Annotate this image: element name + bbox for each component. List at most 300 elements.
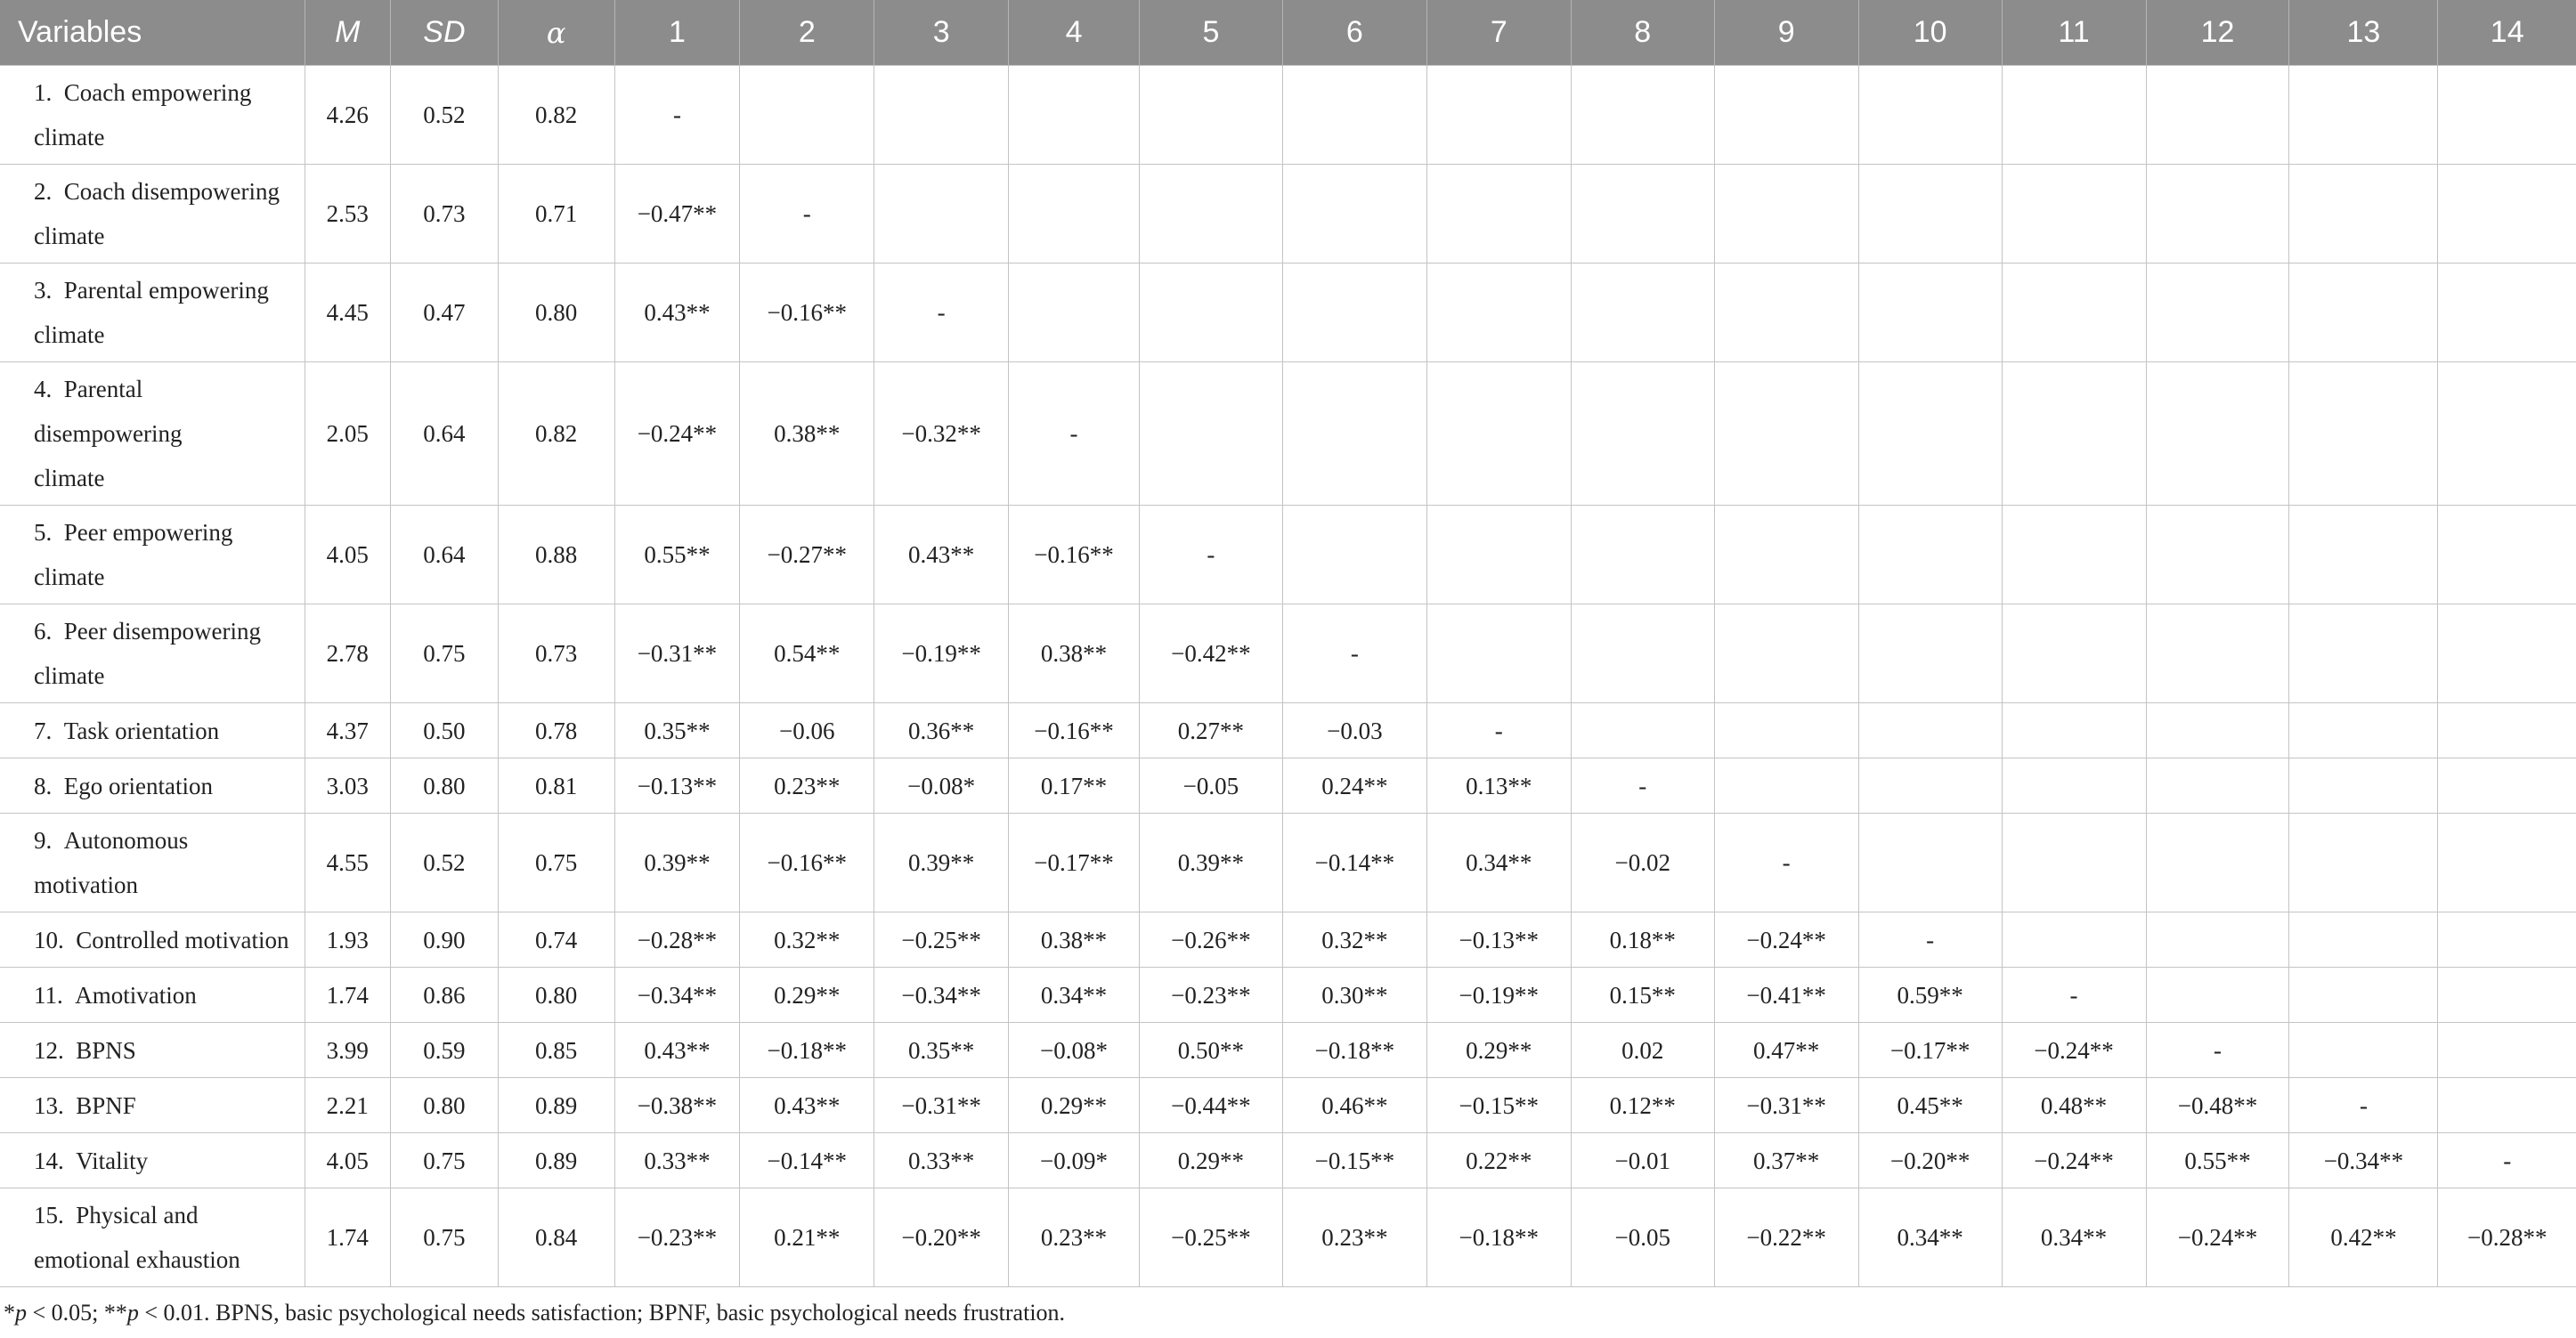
- header-col-3: 3: [874, 0, 1009, 66]
- correlation-cell: 0.12**: [1571, 1078, 1714, 1133]
- correlation-cell: −0.34**: [614, 968, 740, 1023]
- table-row: [0, 264, 2576, 362]
- correlation-cell: [2438, 968, 2576, 1023]
- table-row: [0, 703, 2576, 758]
- correlation-cell: 0.55**: [2146, 1133, 2289, 1188]
- sd-cell: 0.80: [391, 1078, 499, 1133]
- correlation-cell: −0.48**: [2146, 1078, 2289, 1133]
- mean-cell: 3.03: [305, 758, 391, 814]
- correlation-cell: −0.18**: [1426, 1188, 1571, 1287]
- correlation-cell: −0.19**: [1426, 968, 1571, 1023]
- table-row: [0, 506, 2576, 604]
- correlation-cell: −0.32**: [874, 362, 1009, 506]
- correlation-cell: [1282, 66, 1426, 165]
- correlation-cell: 0.33**: [614, 1133, 740, 1188]
- correlation-cell: 0.55**: [614, 506, 740, 604]
- footnote-text-part1: < 0.05; **: [27, 1300, 127, 1326]
- correlation-cell: 0.29**: [740, 968, 874, 1023]
- correlation-cell: −0.19**: [874, 604, 1009, 703]
- mean-cell: 1.74: [305, 968, 391, 1023]
- correlation-cell: 0.42**: [2289, 1188, 2438, 1287]
- correlation-cell: [2438, 604, 2576, 703]
- correlation-cell: -: [2438, 1133, 2576, 1188]
- sd-cell: 0.73: [391, 165, 499, 264]
- correlation-cell: −0.15**: [1426, 1078, 1571, 1133]
- correlation-cell: [2438, 814, 2576, 912]
- correlation-cell: 0.38**: [1009, 912, 1140, 968]
- alpha-cell: 0.89: [498, 1133, 614, 1188]
- correlation-cell: 0.30**: [1282, 968, 1426, 1023]
- sd-cell: 0.59: [391, 1023, 499, 1078]
- correlation-cell: [1139, 165, 1282, 264]
- correlation-cell: [2438, 362, 2576, 506]
- correlation-cell: -: [614, 66, 740, 165]
- alpha-cell: 0.84: [498, 1188, 614, 1287]
- correlation-cell: −0.31**: [614, 604, 740, 703]
- header-col-4: 4: [1009, 0, 1140, 66]
- correlation-cell: [1858, 66, 2002, 165]
- correlation-cell: −0.09*: [1009, 1133, 1140, 1188]
- correlation-cell: [2146, 703, 2289, 758]
- correlation-cell: 0.43**: [740, 1078, 874, 1133]
- correlation-cell: 0.48**: [2002, 1078, 2146, 1133]
- correlation-cell: -: [1009, 362, 1140, 506]
- correlation-cell: [1571, 66, 1714, 165]
- correlation-cell: −0.24**: [614, 362, 740, 506]
- sd-cell: 0.75: [391, 1133, 499, 1188]
- variable-label: 7. Task orientation: [0, 703, 305, 758]
- alpha-cell: 0.71: [498, 165, 614, 264]
- correlation-cell: [1858, 703, 2002, 758]
- correlation-cell: [2146, 66, 2289, 165]
- correlation-cell: 0.18**: [1571, 912, 1714, 968]
- header-col-14: 14: [2438, 0, 2576, 66]
- correlation-cell: −0.16**: [1009, 506, 1140, 604]
- sd-cell: 0.47: [391, 264, 499, 362]
- correlation-cell: [2002, 362, 2146, 506]
- correlation-cell: 0.33**: [874, 1133, 1009, 1188]
- correlation-cell: [2438, 912, 2576, 968]
- correlation-cell: [2146, 758, 2289, 814]
- correlation-cell: [2289, 264, 2438, 362]
- correlation-cell: −0.20**: [874, 1188, 1009, 1287]
- correlation-cell: -: [2289, 1078, 2438, 1133]
- correlation-cell: [1714, 362, 1858, 506]
- correlation-cell: [1714, 703, 1858, 758]
- correlation-cell: [1282, 264, 1426, 362]
- header-col-13: 13: [2289, 0, 2438, 66]
- correlation-cell: [2002, 912, 2146, 968]
- header-col-5: 5: [1139, 0, 1282, 66]
- mean-cell: 4.45: [305, 264, 391, 362]
- mean-cell: 4.55: [305, 814, 391, 912]
- correlation-cell: [2289, 604, 2438, 703]
- correlation-cell: 0.35**: [614, 703, 740, 758]
- correlation-cell: [1282, 506, 1426, 604]
- footnote-star: *: [4, 1300, 15, 1326]
- table-row: [0, 1023, 2576, 1078]
- header-mean: M: [305, 0, 391, 66]
- alpha-cell: 0.82: [498, 66, 614, 165]
- table-row: [0, 165, 2576, 264]
- correlation-cell: [2146, 968, 2289, 1023]
- correlation-cell: [2146, 506, 2289, 604]
- correlation-cell: −0.08*: [874, 758, 1009, 814]
- correlation-cell: [2289, 506, 2438, 604]
- correlation-cell: [2438, 66, 2576, 165]
- correlation-cell: 0.34**: [1426, 814, 1571, 912]
- correlation-cell: [2146, 362, 2289, 506]
- correlation-cell: [740, 66, 874, 165]
- correlation-cell: −0.17**: [1858, 1023, 2002, 1078]
- mean-cell: 4.37: [305, 703, 391, 758]
- variable-label: 8. Ego orientation: [0, 758, 305, 814]
- correlation-cell: [1714, 604, 1858, 703]
- correlation-cell: −0.23**: [614, 1188, 740, 1287]
- correlation-cell: [2146, 264, 2289, 362]
- correlation-cell: −0.31**: [874, 1078, 1009, 1133]
- correlation-cell: −0.18**: [1282, 1023, 1426, 1078]
- correlation-cell: [2002, 703, 2146, 758]
- correlation-cell: [2289, 758, 2438, 814]
- correlation-cell: 0.39**: [614, 814, 740, 912]
- sd-cell: 0.75: [391, 1188, 499, 1287]
- correlation-cell: 0.17**: [1009, 758, 1140, 814]
- correlation-cell: [2002, 264, 2146, 362]
- correlation-cell: [1426, 165, 1571, 264]
- correlation-cell: −0.15**: [1282, 1133, 1426, 1188]
- mean-cell: 3.99: [305, 1023, 391, 1078]
- sd-cell: 0.64: [391, 506, 499, 604]
- sd-cell: 0.64: [391, 362, 499, 506]
- correlation-cell: −0.05: [1571, 1188, 1714, 1287]
- correlation-cell: −0.24**: [2002, 1133, 2146, 1188]
- sd-cell: 0.52: [391, 814, 499, 912]
- header-col-12: 12: [2146, 0, 2289, 66]
- correlation-cell: [1139, 66, 1282, 165]
- correlation-cell: −0.18**: [740, 1023, 874, 1078]
- correlation-cell: −0.06: [740, 703, 874, 758]
- header-sd: SD: [391, 0, 499, 66]
- correlation-cell: [1009, 264, 1140, 362]
- correlation-cell: 0.13**: [1426, 758, 1571, 814]
- variable-label: 6. Peer disempowering climate: [0, 604, 305, 703]
- alpha-cell: 0.73: [498, 604, 614, 703]
- correlation-cell: −0.38**: [614, 1078, 740, 1133]
- correlation-cell: 0.29**: [1139, 1133, 1282, 1188]
- table-row: [0, 814, 2576, 912]
- correlation-cell: 0.38**: [740, 362, 874, 506]
- correlation-cell: [2289, 814, 2438, 912]
- variable-label: 12. BPNS: [0, 1023, 305, 1078]
- correlation-cell: 0.34**: [1009, 968, 1140, 1023]
- sd-cell: 0.52: [391, 66, 499, 165]
- correlation-cell: −0.23**: [1139, 968, 1282, 1023]
- correlation-cell: 0.02: [1571, 1023, 1714, 1078]
- correlation-cell: −0.28**: [614, 912, 740, 968]
- correlation-cell: [1858, 506, 2002, 604]
- correlation-cell: 0.21**: [740, 1188, 874, 1287]
- correlation-cell: −0.13**: [1426, 912, 1571, 968]
- correlation-cell: 0.59**: [1858, 968, 2002, 1023]
- variable-label: 5. Peer empowering climate: [0, 506, 305, 604]
- correlation-cell: −0.25**: [1139, 1188, 1282, 1287]
- correlation-cell: -: [1139, 506, 1282, 604]
- correlation-cell: 0.34**: [1858, 1188, 2002, 1287]
- correlation-cell: [2002, 165, 2146, 264]
- correlation-cell: -: [740, 165, 874, 264]
- header-col-8: 8: [1571, 0, 1714, 66]
- correlation-cell: −0.22**: [1714, 1188, 1858, 1287]
- variable-label: 1. Coach empowering climate: [0, 66, 305, 165]
- mean-cell: 1.93: [305, 912, 391, 968]
- correlation-cell: [2002, 506, 2146, 604]
- footnote-p-symbol: p: [126, 1300, 139, 1326]
- correlation-cell: −0.44**: [1139, 1078, 1282, 1133]
- table-row: [0, 604, 2576, 703]
- correlation-cell: [1571, 506, 1714, 604]
- table-body: [0, 66, 2576, 1287]
- correlation-cell: 0.15**: [1571, 968, 1714, 1023]
- correlation-cell: 0.23**: [1282, 1188, 1426, 1287]
- mean-cell: 4.05: [305, 506, 391, 604]
- correlation-cell: [1282, 362, 1426, 506]
- correlation-cell: -: [874, 264, 1009, 362]
- correlation-cell: [1009, 165, 1140, 264]
- correlation-cell: -: [2146, 1023, 2289, 1078]
- correlation-cell: −0.31**: [1714, 1078, 1858, 1133]
- correlation-cell: [1282, 165, 1426, 264]
- correlation-cell: [1426, 66, 1571, 165]
- correlation-cell: 0.54**: [740, 604, 874, 703]
- correlation-cell: −0.16**: [1009, 703, 1140, 758]
- variable-label: 10. Controlled motivation: [0, 912, 305, 968]
- alpha-cell: 0.78: [498, 703, 614, 758]
- correlation-cell: −0.34**: [2289, 1133, 2438, 1188]
- sd-cell: 0.86: [391, 968, 499, 1023]
- header-col-6: 6: [1282, 0, 1426, 66]
- correlation-cell: −0.05: [1139, 758, 1282, 814]
- correlation-cell: [2289, 968, 2438, 1023]
- correlation-cell: −0.24**: [2146, 1188, 2289, 1287]
- correlation-cell: −0.34**: [874, 968, 1009, 1023]
- correlation-cell: −0.24**: [1714, 912, 1858, 968]
- correlation-cell: [1571, 604, 1714, 703]
- correlation-cell: [1714, 758, 1858, 814]
- mean-cell: 2.05: [305, 362, 391, 506]
- correlation-cell: [2146, 814, 2289, 912]
- correlation-cell: -: [1858, 912, 2002, 968]
- alpha-cell: 0.89: [498, 1078, 614, 1133]
- sd-cell: 0.90: [391, 912, 499, 968]
- correlation-cell: 0.22**: [1426, 1133, 1571, 1188]
- header-col-1: 1: [614, 0, 740, 66]
- correlation-cell: 0.29**: [1426, 1023, 1571, 1078]
- alpha-cell: 0.80: [498, 264, 614, 362]
- correlation-cell: 0.43**: [874, 506, 1009, 604]
- correlation-cell: 0.43**: [614, 1023, 740, 1078]
- correlation-cell: −0.24**: [2002, 1023, 2146, 1078]
- header-col-10: 10: [1858, 0, 2002, 66]
- sd-cell: 0.50: [391, 703, 499, 758]
- correlation-cell: [1426, 506, 1571, 604]
- table-row: [0, 968, 2576, 1023]
- mean-cell: 2.21: [305, 1078, 391, 1133]
- correlation-cell: 0.43**: [614, 264, 740, 362]
- correlation-cell: [2289, 66, 2438, 165]
- correlation-cell: −0.14**: [740, 1133, 874, 1188]
- header-variables: Variables: [0, 0, 305, 66]
- correlation-cell: [1714, 264, 1858, 362]
- correlation-cell: −0.20**: [1858, 1133, 2002, 1188]
- correlation-cell: [2438, 1078, 2576, 1133]
- correlation-cell: 0.32**: [1282, 912, 1426, 968]
- table-row: [0, 362, 2576, 506]
- correlation-cell: [2438, 165, 2576, 264]
- correlation-cell: [874, 66, 1009, 165]
- correlation-cell: [1858, 264, 2002, 362]
- correlation-cell: [1714, 506, 1858, 604]
- mean-cell: 4.26: [305, 66, 391, 165]
- correlation-cell: -: [1426, 703, 1571, 758]
- mean-cell: 2.53: [305, 165, 391, 264]
- correlation-cell: -: [1714, 814, 1858, 912]
- alpha-cell: 0.85: [498, 1023, 614, 1078]
- correlation-cell: [2438, 506, 2576, 604]
- correlation-cell: −0.17**: [1009, 814, 1140, 912]
- correlation-cell: [1571, 703, 1714, 758]
- correlation-cell: [1571, 362, 1714, 506]
- correlation-cell: [2002, 814, 2146, 912]
- sd-cell: 0.75: [391, 604, 499, 703]
- alpha-cell: 0.80: [498, 968, 614, 1023]
- correlation-cell: [2289, 362, 2438, 506]
- variable-label: 13. BPNF: [0, 1078, 305, 1133]
- correlation-cell: 0.23**: [740, 758, 874, 814]
- correlation-cell: −0.01: [1571, 1133, 1714, 1188]
- correlation-cell: −0.28**: [2438, 1188, 2576, 1287]
- correlation-cell: 0.36**: [874, 703, 1009, 758]
- correlation-cell: 0.34**: [2002, 1188, 2146, 1287]
- header-col-11: 11: [2002, 0, 2146, 66]
- correlation-cell: 0.32**: [740, 912, 874, 968]
- alpha-cell: 0.74: [498, 912, 614, 968]
- correlation-cell: [2289, 703, 2438, 758]
- correlation-cell: 0.45**: [1858, 1078, 2002, 1133]
- correlation-cell: [1426, 264, 1571, 362]
- correlation-cell: [1858, 758, 2002, 814]
- correlation-cell: -: [1282, 604, 1426, 703]
- variable-label: 11. Amotivation: [0, 968, 305, 1023]
- correlation-cell: 0.46**: [1282, 1078, 1426, 1133]
- correlation-cell: −0.42**: [1139, 604, 1282, 703]
- variable-label: 4. Parental disempowering climate: [0, 362, 305, 506]
- correlation-cell: 0.35**: [874, 1023, 1009, 1078]
- table-row: [0, 1188, 2576, 1287]
- correlation-cell: [874, 165, 1009, 264]
- variable-label: 14. Vitality: [0, 1133, 305, 1188]
- correlation-cell: −0.14**: [1282, 814, 1426, 912]
- header-row: [0, 0, 2576, 66]
- correlation-cell: 0.50**: [1139, 1023, 1282, 1078]
- correlation-cell: [2289, 912, 2438, 968]
- correlation-cell: [2438, 758, 2576, 814]
- variable-label: 3. Parental empowering climate: [0, 264, 305, 362]
- correlation-cell: [1009, 66, 1140, 165]
- table-row: [0, 1133, 2576, 1188]
- variable-label: 9. Autonomous motivation: [0, 814, 305, 912]
- table-row: [0, 912, 2576, 968]
- correlation-cell: 0.37**: [1714, 1133, 1858, 1188]
- footnote-p-symbol: p: [15, 1300, 27, 1326]
- correlation-cell: [2289, 1023, 2438, 1078]
- correlation-cell: −0.13**: [614, 758, 740, 814]
- table-row: [0, 66, 2576, 165]
- correlation-cell: [1426, 362, 1571, 506]
- sd-cell: 0.80: [391, 758, 499, 814]
- header-col-2: 2: [740, 0, 874, 66]
- correlation-cell: −0.16**: [740, 264, 874, 362]
- correlation-cell: 0.39**: [1139, 814, 1282, 912]
- correlation-cell: [1139, 264, 1282, 362]
- correlation-cell: −0.47**: [614, 165, 740, 264]
- correlation-cell: 0.27**: [1139, 703, 1282, 758]
- correlation-cell: −0.03: [1282, 703, 1426, 758]
- table-header: [0, 0, 2576, 66]
- correlation-cell: [1426, 604, 1571, 703]
- correlation-cell: −0.08*: [1009, 1023, 1140, 1078]
- correlation-cell: −0.27**: [740, 506, 874, 604]
- correlation-cell: [1858, 165, 2002, 264]
- correlation-cell: −0.41**: [1714, 968, 1858, 1023]
- alpha-cell: 0.75: [498, 814, 614, 912]
- variable-label: 15. Physical and emotional exhaustion: [0, 1188, 305, 1287]
- table-row: [0, 1078, 2576, 1133]
- header-col-7: 7: [1426, 0, 1571, 66]
- alpha-cell: 0.81: [498, 758, 614, 814]
- correlation-cell: [2002, 758, 2146, 814]
- alpha-cell: 0.88: [498, 506, 614, 604]
- footnote-text-part2: < 0.01. BPNS, basic psychological needs satisfaction; BPNF, basic psychological needs frustration.: [138, 1300, 1066, 1326]
- header-alpha: α: [498, 0, 614, 66]
- mean-cell: 1.74: [305, 1188, 391, 1287]
- correlation-cell: [2002, 66, 2146, 165]
- correlation-cell: [1858, 362, 2002, 506]
- correlation-cell: [1139, 362, 1282, 506]
- header-col-9: 9: [1714, 0, 1858, 66]
- mean-cell: 4.05: [305, 1133, 391, 1188]
- correlation-cell: −0.25**: [874, 912, 1009, 968]
- correlation-cell: −0.02: [1571, 814, 1714, 912]
- correlation-cell: 0.23**: [1009, 1188, 1140, 1287]
- correlation-cell: 0.29**: [1009, 1078, 1140, 1133]
- correlation-cell: [2146, 165, 2289, 264]
- correlation-cell: [1571, 264, 1714, 362]
- correlation-cell: [1714, 165, 1858, 264]
- variable-label: 2. Coach disempowering climate: [0, 165, 305, 264]
- correlation-cell: [1571, 165, 1714, 264]
- correlation-cell: [1858, 814, 2002, 912]
- alpha-cell: 0.82: [498, 362, 614, 506]
- correlation-cell: 0.24**: [1282, 758, 1426, 814]
- correlation-cell: -: [1571, 758, 1714, 814]
- correlation-cell: [2146, 604, 2289, 703]
- correlation-cell: [2438, 703, 2576, 758]
- correlation-cell: [2438, 1023, 2576, 1078]
- correlation-cell: [1858, 604, 2002, 703]
- correlation-cell: [1714, 66, 1858, 165]
- table-row: [0, 758, 2576, 814]
